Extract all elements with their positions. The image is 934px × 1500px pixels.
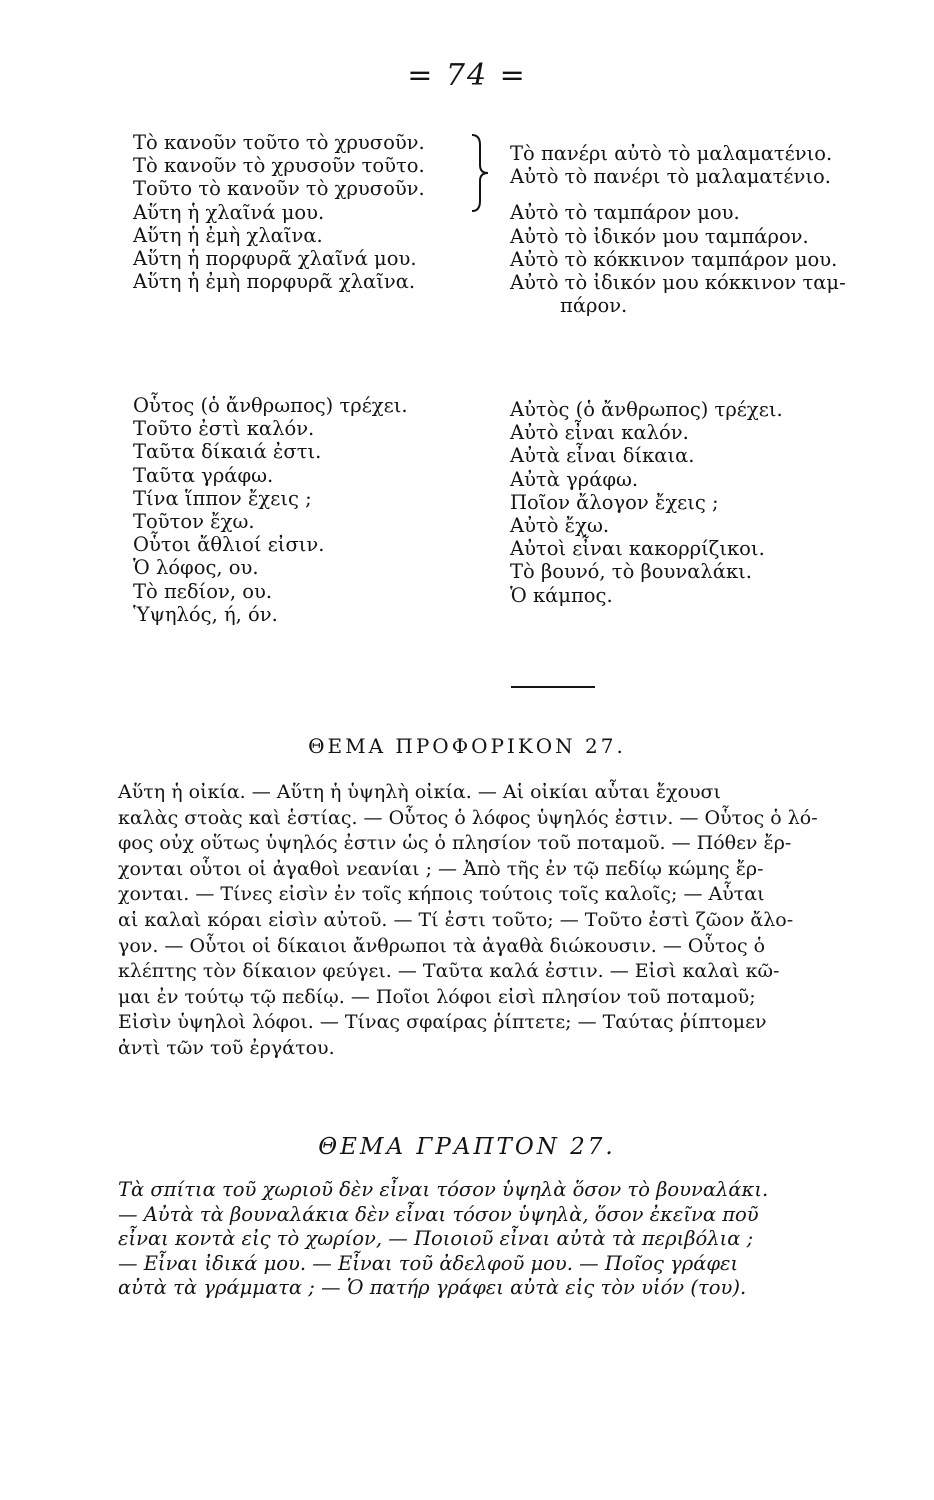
text-line: αὐτὰ τὰ γράμματα ; — Ὁ πατήρ γράφει αὐτὰ εἰς τὸν υἱόν (του). — [118, 1276, 747, 1300]
modern-line: Αὐτοὶ εἶναι κακορρίζικοι. — [510, 537, 765, 561]
modern-line: Ποῖον ἄλογον ἔχεις ; — [510, 490, 719, 514]
modern-line: Αὐτὰ γράφω. — [510, 467, 639, 491]
modern-line: Αὐτὸ τὸ πανέρι τὸ μαλαματένιο. — [510, 165, 831, 189]
ancient-column-2 — [133, 394, 473, 626]
text-line: καλὰς στοὰς καὶ ἑστίας. — Οὗτος ὁ λόφος ὑψηλός ἐστιν. — Οὗτος ὁ λό- — [118, 806, 818, 829]
text-line: χονται οὗτοι οἱ ἀγαθοὶ νεανίαι ; — Ἀπὸ τῆς ἐν τῷ πεδίῳ κώμης ἔρ- — [118, 857, 764, 880]
modern-column-2 — [510, 398, 900, 607]
text-line: Εἰσὶν ὑψηλοὶ λόφοι. — Τίνας σφαίρας ῥίπτετε; — Ταύτας ῥίπτομεν — [118, 1011, 767, 1034]
oral-exercise-text — [118, 780, 878, 1062]
text-line: ἀντὶ τῶν τοῦ ἐργάτου. — [118, 1036, 335, 1059]
modern-line: Αὐτὸ τὸ ἰδικόν μου ταμπάρον. — [510, 224, 809, 248]
modern-line: Αὐτὸ εἶναι καλόν. — [510, 421, 689, 445]
text-line: φος οὐχ οὕτως ὑψηλός ἐστιν ὡς ὁ πλησίον τοῦ ποταμοῦ. — Πόθεν ἔρ- — [118, 832, 792, 855]
written-exercise-text — [118, 1178, 878, 1301]
text-line: — Αὐτὰ τὰ βουναλάκια δὲν εἶναι τόσον ὑψηλὰ, ὅσον ἐκεῖνα ποῦ — [118, 1202, 759, 1226]
ancient-line: Ταῦτα γράφω. — [133, 463, 274, 487]
ancient-line: Αὕτη ἡ ἐμὴ χλαῖνα. — [133, 223, 323, 247]
curly-brace-icon — [468, 133, 490, 213]
ancient-line: Οὗτος (ὁ ἄνθρωπος) τρέχει. — [133, 394, 408, 417]
text-line: εἶναι κοντὰ εἰς τὸ χωρίον, — Ποιοιοῦ εἶναι αὐτὰ τὰ περιβόλια ; — [118, 1227, 754, 1251]
ancient-line: Τὸ κανοῦν τὸ χρυσοῦν τοῦτο. — [133, 154, 425, 178]
page-number: = 74 = — [407, 58, 527, 93]
ancient-line: Οὗτοι ἄθλιοί εἰσιν. — [133, 533, 325, 557]
ancient-line: Ὁ λόφος, ου. — [133, 556, 259, 580]
modern-line: Αὐτὸ τὸ ταμπάρον μου. — [510, 201, 740, 225]
text-line: Αὕτη ἡ οἰκία. — Αὕτη ἡ ὑψηλὴ οἰκία. — Αἱ οἰκίαι αὗται ἔχουσι — [118, 781, 721, 803]
ancient-line: Αὕτη ἡ ἐμὴ πορφυρᾶ χλαῖνα. — [133, 270, 416, 294]
modern-line: πάρον. — [560, 294, 628, 318]
modern-line: Ὁ κάμπος. — [510, 583, 613, 607]
ancient-line: Αὕτη ἡ χλαῖνά μου. — [133, 200, 325, 224]
ancient-line: Ταῦτα δίκαιά ἐστι. — [133, 440, 322, 464]
modern-line: Αὐτὸ ἔχω. — [510, 513, 610, 537]
modern-line: Αὐτὰ εἶναι δίκαια. — [510, 444, 695, 468]
text-line: γον. — Οὗτοι οἱ δίκαιοι ἄνθρωποι τὰ ἀγαθὰ διώκουσιν. — Οὗτος ὁ — [118, 934, 766, 957]
ancient-line: Τοῦτο ἐστὶ καλόν. — [133, 417, 315, 441]
text-line: αἱ καλαὶ κόραι εἰσὶν αὐτοῦ. — Τί ἐστι τοῦτο; — Τοῦτο ἐστὶ ζῶον ἄλο- — [118, 908, 794, 931]
text-line: κλέπτης τὸν δίκαιον φεύγει. — Ταῦτα καλά ἐστιν. — Εἰσὶ καλαὶ κῶ- — [118, 960, 780, 983]
text-line: χονται. — Τίνες εἰσὶν ἐν τοῖς κήποις τούτοις τοῖς καλοῖς; — Αὗται — [118, 883, 765, 906]
modern-line: Αὐτὸ τὸ κόκκινον ταμπάρον μου. — [510, 247, 838, 271]
section-divider — [511, 686, 595, 688]
ancient-column-1 — [133, 131, 473, 293]
modern-line: Τὸ πανέρι αὐτὸ τὸ μαλαματένιο. — [510, 142, 833, 165]
text-line: — Εἶναι ἰδικά μου. — Εἶναι τοῦ ἀδελφοῦ μου. — Ποῖος γράφει — [118, 1251, 739, 1275]
text-line: Τὰ σπίτια τοῦ χωριοῦ δὲν εἶναι τόσον ὑψηλὰ ὅσον τὸ βουναλάκι. — [118, 1178, 769, 1201]
modern-line: Αὐτὸ τὸ ἰδικόν μου κόκκινον ταμ- — [510, 270, 846, 294]
ancient-line: Τοῦτο τὸ κανοῦν τὸ χρυσοῦν. — [133, 177, 425, 201]
ancient-line: Τοῦτον ἔχω. — [133, 509, 255, 533]
modern-line: Τὸ βουνό, τὸ βουναλάκι. — [510, 560, 752, 584]
ancient-line: Τὸ κανοῦν τοῦτο τὸ χρυσοῦν. — [133, 131, 425, 154]
modern-column-1 — [510, 142, 900, 317]
written-exercise-heading: ΘΕΜΑ ΓΡΑΠΤΟΝ 27. — [318, 1134, 616, 1160]
modern-line: Αὐτὸς (ὁ ἄνθρωπος) τρέχει. — [510, 398, 783, 421]
ancient-line: Αὕτη ἡ πορφυρᾶ χλαῖνά μου. — [133, 246, 417, 270]
ancient-line: Τὸ πεδίον, ου. — [133, 579, 273, 603]
oral-exercise-heading: ΘΕΜΑ ΠΡΟΦΟΡΙΚΟΝ 27. — [308, 734, 626, 758]
text-line: μαι ἐν τούτῳ τῷ πεδίῳ. — Ποῖοι λόφοι εἰσὶ πλησίον τοῦ ποταμοῦ; — [118, 985, 756, 1008]
ancient-line: Τίνα ἵππον ἔχεις ; — [133, 486, 312, 510]
ancient-line: Ὑψηλός, ή, όν. — [133, 602, 278, 626]
